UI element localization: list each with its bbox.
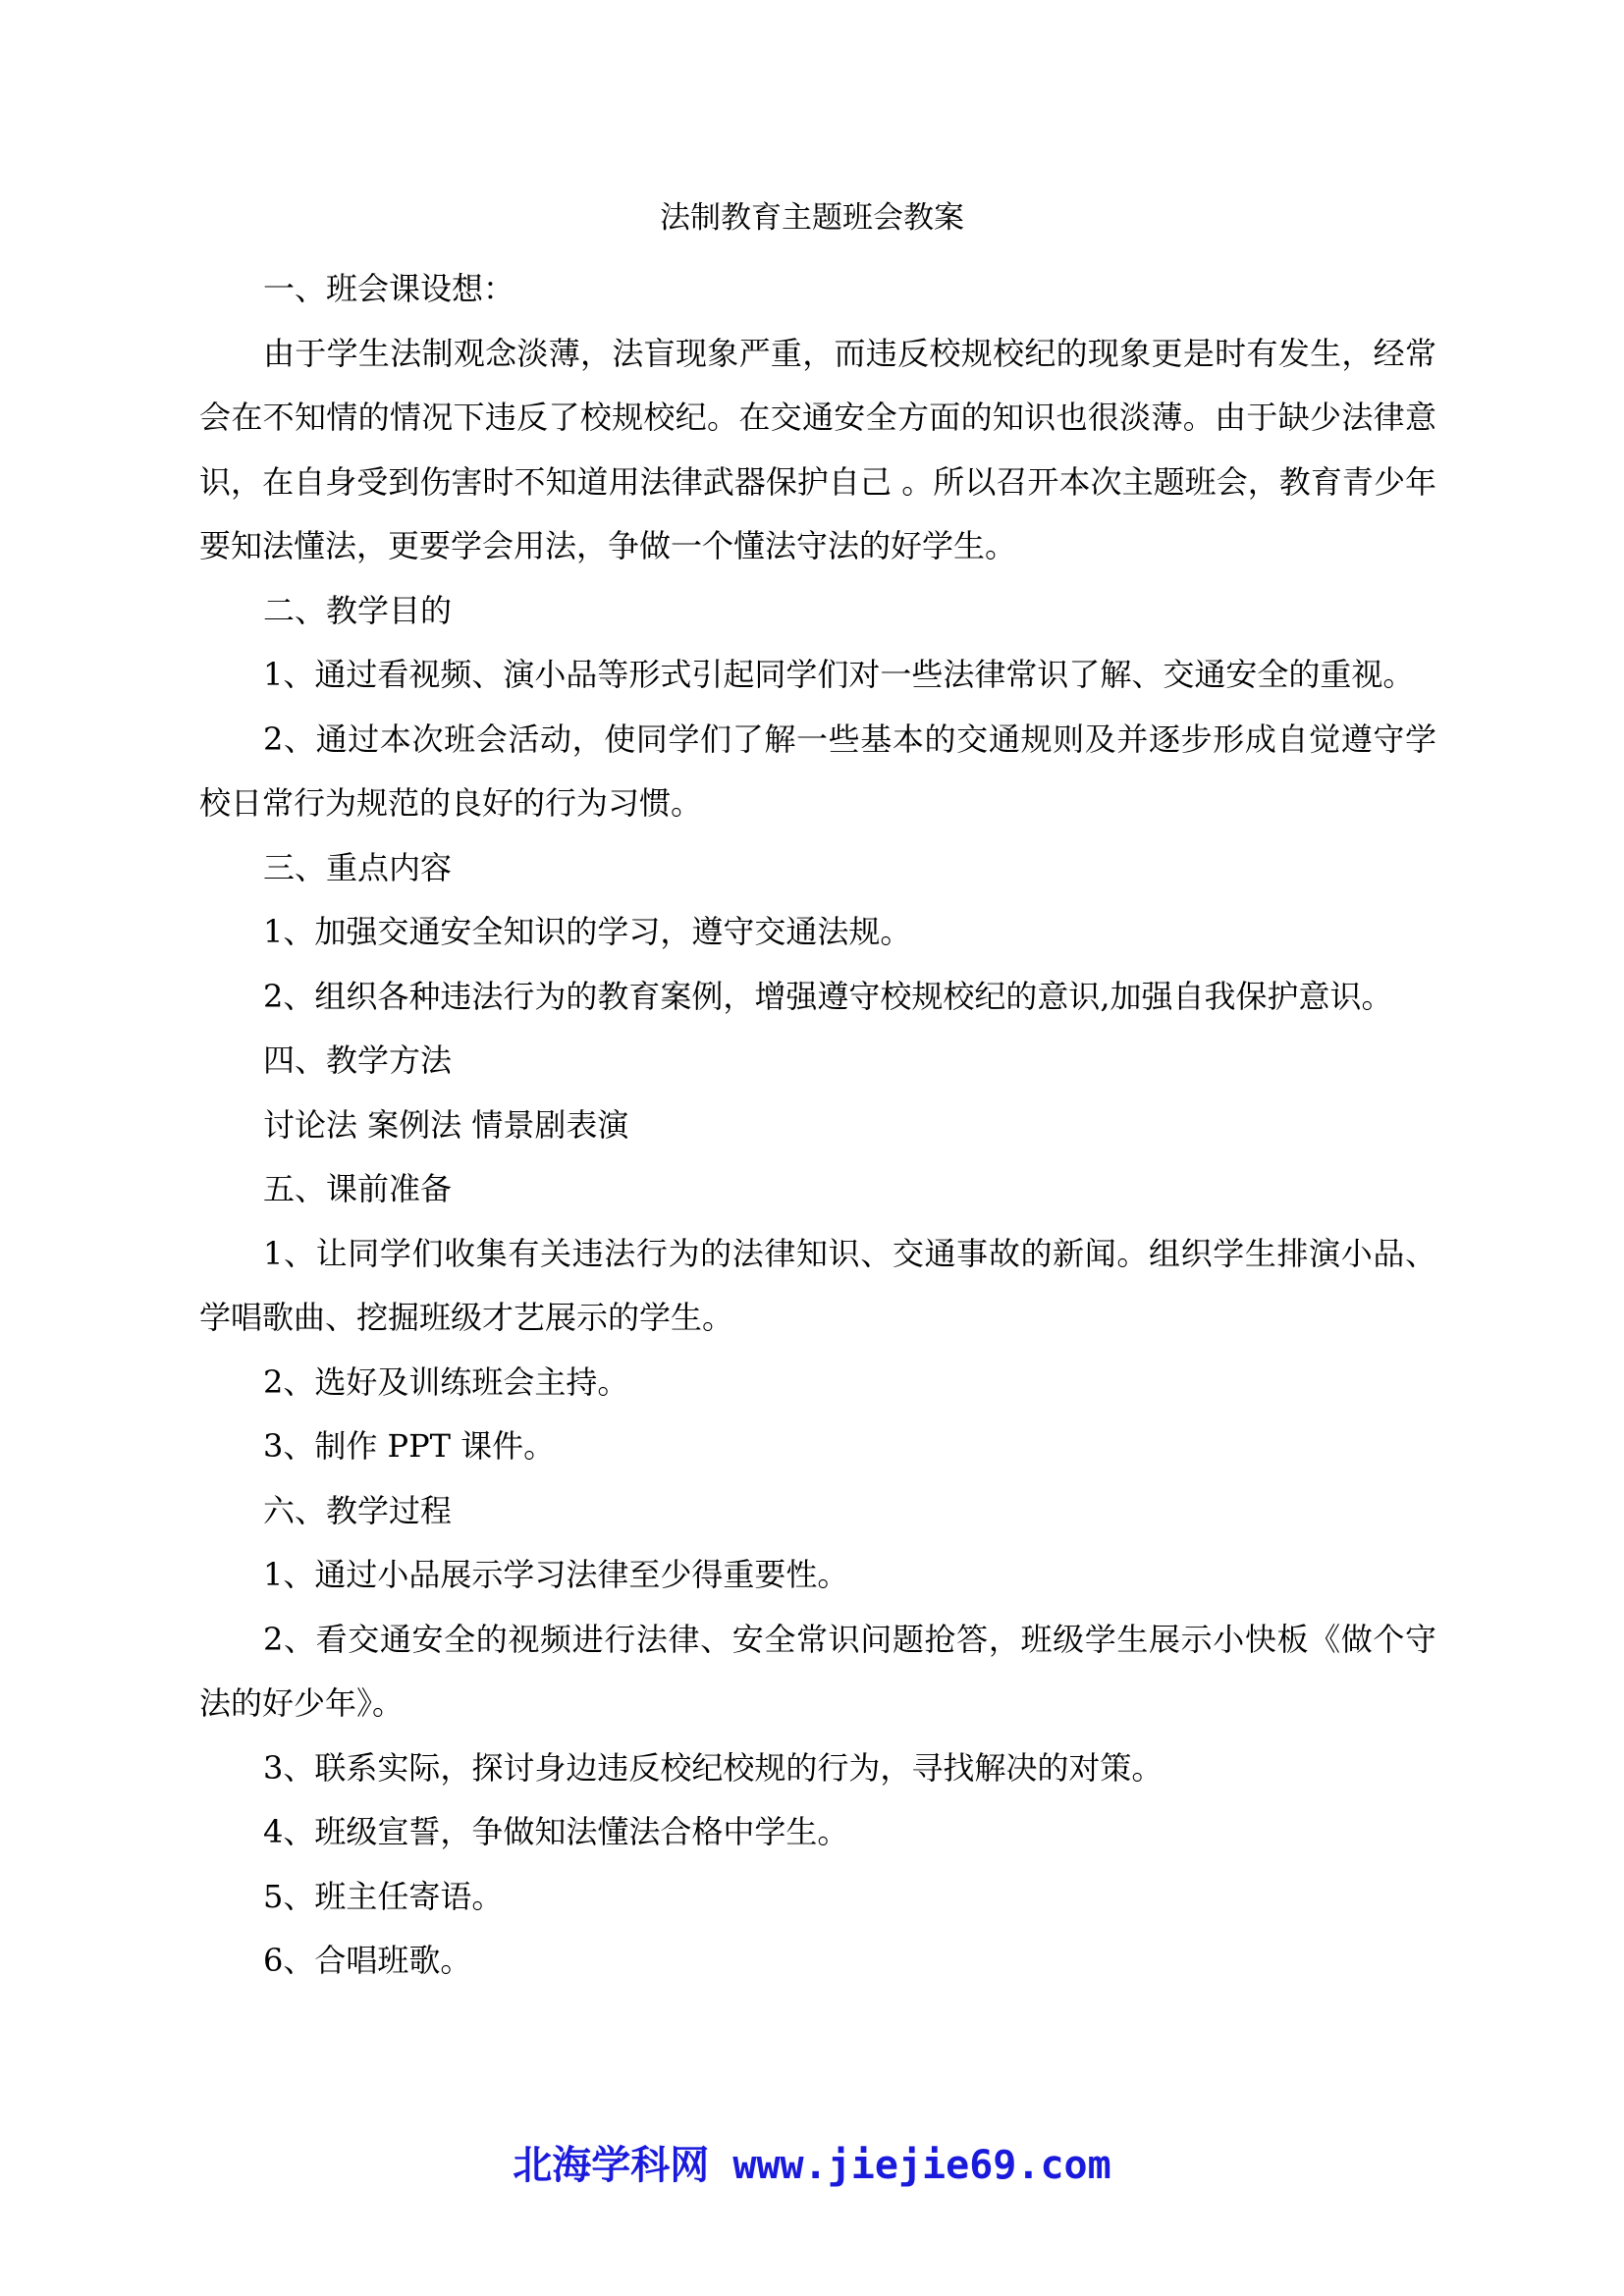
section-heading-2: 二、教学目的 [263,591,453,629]
paragraph-intro: 由于学生法制观念淡薄，法盲现象严重，而违反校规校纪的现象更是时有发生，经常会在不知情的情况下违反了校规校纪。在交通安全方面的知识也很淡薄。由于缺少法律意识，在自身受到伤害时不知道用法律武器保护自己 。所以召开本次主题班会，教育青少年要知法懂法，更要学会用法，争做一个懂法守法的好学生。 [199,334,1436,564]
section-heading-4: 四、教学方法 [263,1041,453,1079]
list-item: 6、合唱班歌。 [263,1942,472,1979]
section-heading-6: 六、教学过程 [263,1491,453,1529]
section-heading-1: 一、班会课设想： [263,270,515,307]
list-item: 2、通过本次班会活动，使同学们了解一些基本的交通规则及并逐步形成自觉遵守学校日常行为规范的良好的行为习惯。 [199,720,1436,822]
list-item: 1、通过看视频、演小品等形式引起同学们对一些法律常识了解、交通安全的重视。 [263,656,1415,693]
list-item: 2、组织各种违法行为的教育案例，增强遵守校规校纪的意识,加强自我保护意识。 [263,977,1393,1015]
document-body [199,257,1436,1994]
footer-watermark: 北海学科网 www.jiejie69.com [513,2143,1111,2188]
section-heading-5: 五、课前准备 [263,1170,453,1207]
methods-text: 讨论法 案例法 情景剧表演 [263,1105,629,1144]
list-item: 3、制作 PPT 课件。 [263,1427,556,1465]
document-title: 法制教育主题班会教案 [660,200,964,236]
list-item: 4、班级宣誓，争做知法懂法合格中学生。 [263,1813,849,1850]
list-item: 2、看交通安全的视频进行法律、安全常识问题抢答，班级学生展示小快板《做个守法的好少年》。 [199,1620,1436,1722]
list-item: 5、班主任寄语。 [263,1877,504,1915]
list-item: 2、选好及训练班会主持。 [263,1362,629,1401]
list-item: 3、联系实际，探讨身边违反校纪校规的行为，寻找解决的对策。 [263,1748,1164,1787]
list-item: 1、加强交通安全知识的学习，遵守交通法规。 [263,913,912,950]
section-heading-3: 三、重点内容 [263,848,453,886]
list-item: 1、让同学们收集有关违法行为的法律知识、交通事故的新闻。组织学生排演小品、学唱歌曲、挖掘班级才艺展示的学生。 [199,1234,1436,1336]
list-item: 1、通过小品展示学习法律至少得重要性。 [263,1556,849,1593]
